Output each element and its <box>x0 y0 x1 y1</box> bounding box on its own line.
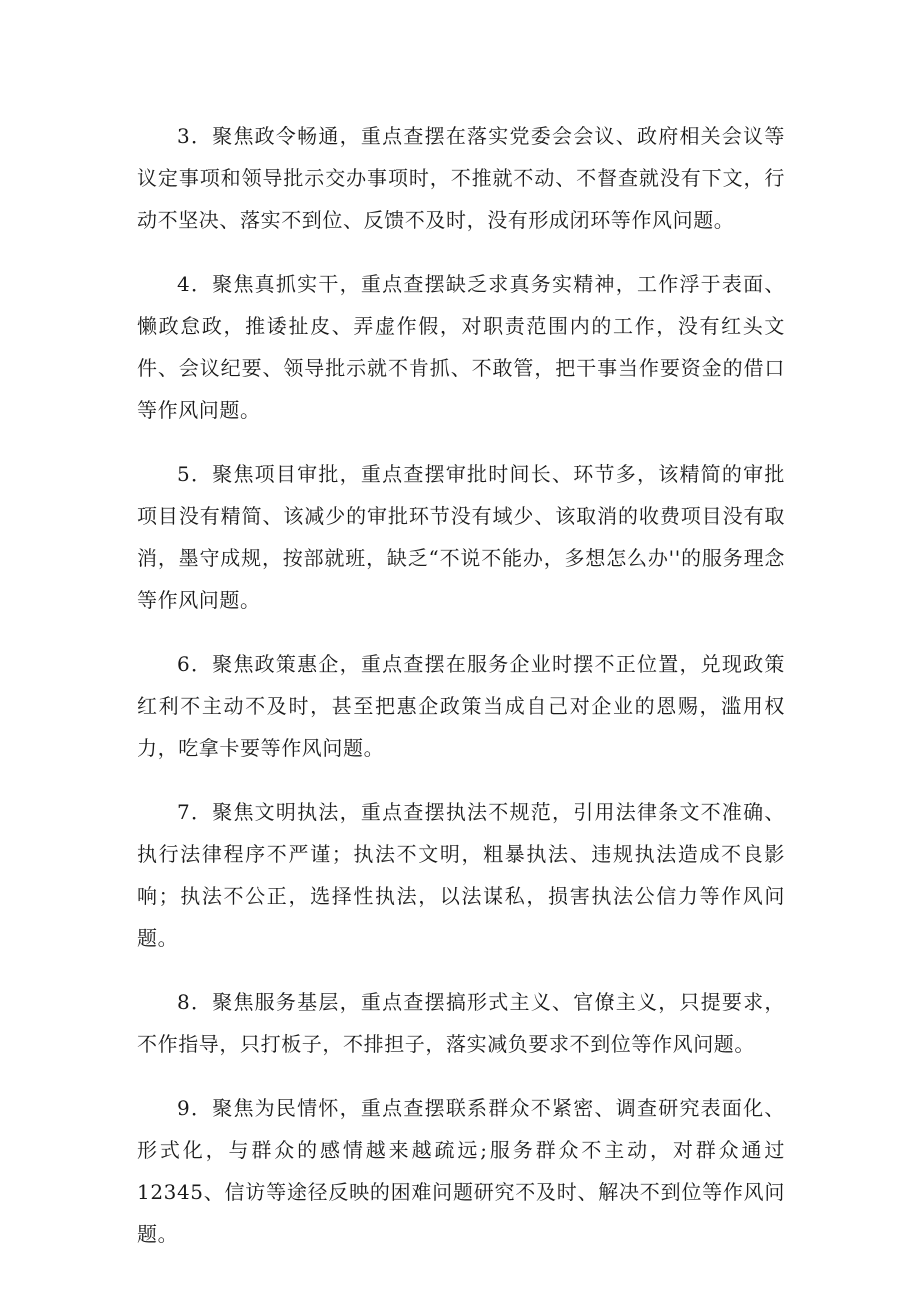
paragraph-item-3: 3．聚焦政令畅通，重点查摆在落实党委会会议、政府相关会议等议定事项和领导批示交办事项时，不推就不动、不督查就没有下文，行动不坚决、落实不到位、反馈不及时，没有形成闭环等作风问题。 <box>137 124 785 232</box>
paragraph-item-8: 8．聚焦服务基层，重点查摆搞形式主义、官僚主义，只提要求，不作指导，只打板子，不排担子，落实减负要求不到位等作风问题。 <box>137 990 785 1056</box>
document-body <box>137 115 785 1277</box>
paragraph-item-6: 6．聚焦政策惠企，重点查摆在服务企业时摆不正位置，兑现政策红利不主动不及时，甚至把惠企政策当成自己对企业的恩赐，滥用权力，吃拿卡要等作风问题。 <box>137 652 785 760</box>
paragraph-item-9: 9．聚焦为民情怀，重点查摆联系群众不紧密、调查研究表面化、形式化，与群众的感情越来越疏远;服务群众不主动，对群众通过12345、信访等途径反映的困难问题研究不及时、解决不到位等作风问题。 <box>137 1096 785 1246</box>
paragraph-item-4: 4．聚焦真抓实干，重点查摆缺乏求真务实精神，工作浮于表面、懒政怠政，推诿扯皮、弄虚作假，对职责范围内的工作，没有红头文件、会议纪要、领导批示就不肯抓、不敢管，把干事当作要资金的借口等作风问题。 <box>137 272 785 422</box>
paragraph-item-7: 7．聚焦文明执法，重点查摆执法不规范，引用法律条文不准确、执行法律程序不严谨；执法不文明，粗暴执法、违规执法造成不良影响；执法不公正，选择性执法，以法谋私，损害执法公信力等作风问题。 <box>137 800 785 950</box>
paragraph-item-5: 5．聚焦项目审批，重点查摆审批时间长、环节多，该精简的审批项目没有精简、该减少的审批环节没有域少、该取消的收费项目没有取消，墨守成规，按部就班，缺乏“不说不能办，多想怎么办''的服务理念等作风问题。 <box>137 462 785 612</box>
